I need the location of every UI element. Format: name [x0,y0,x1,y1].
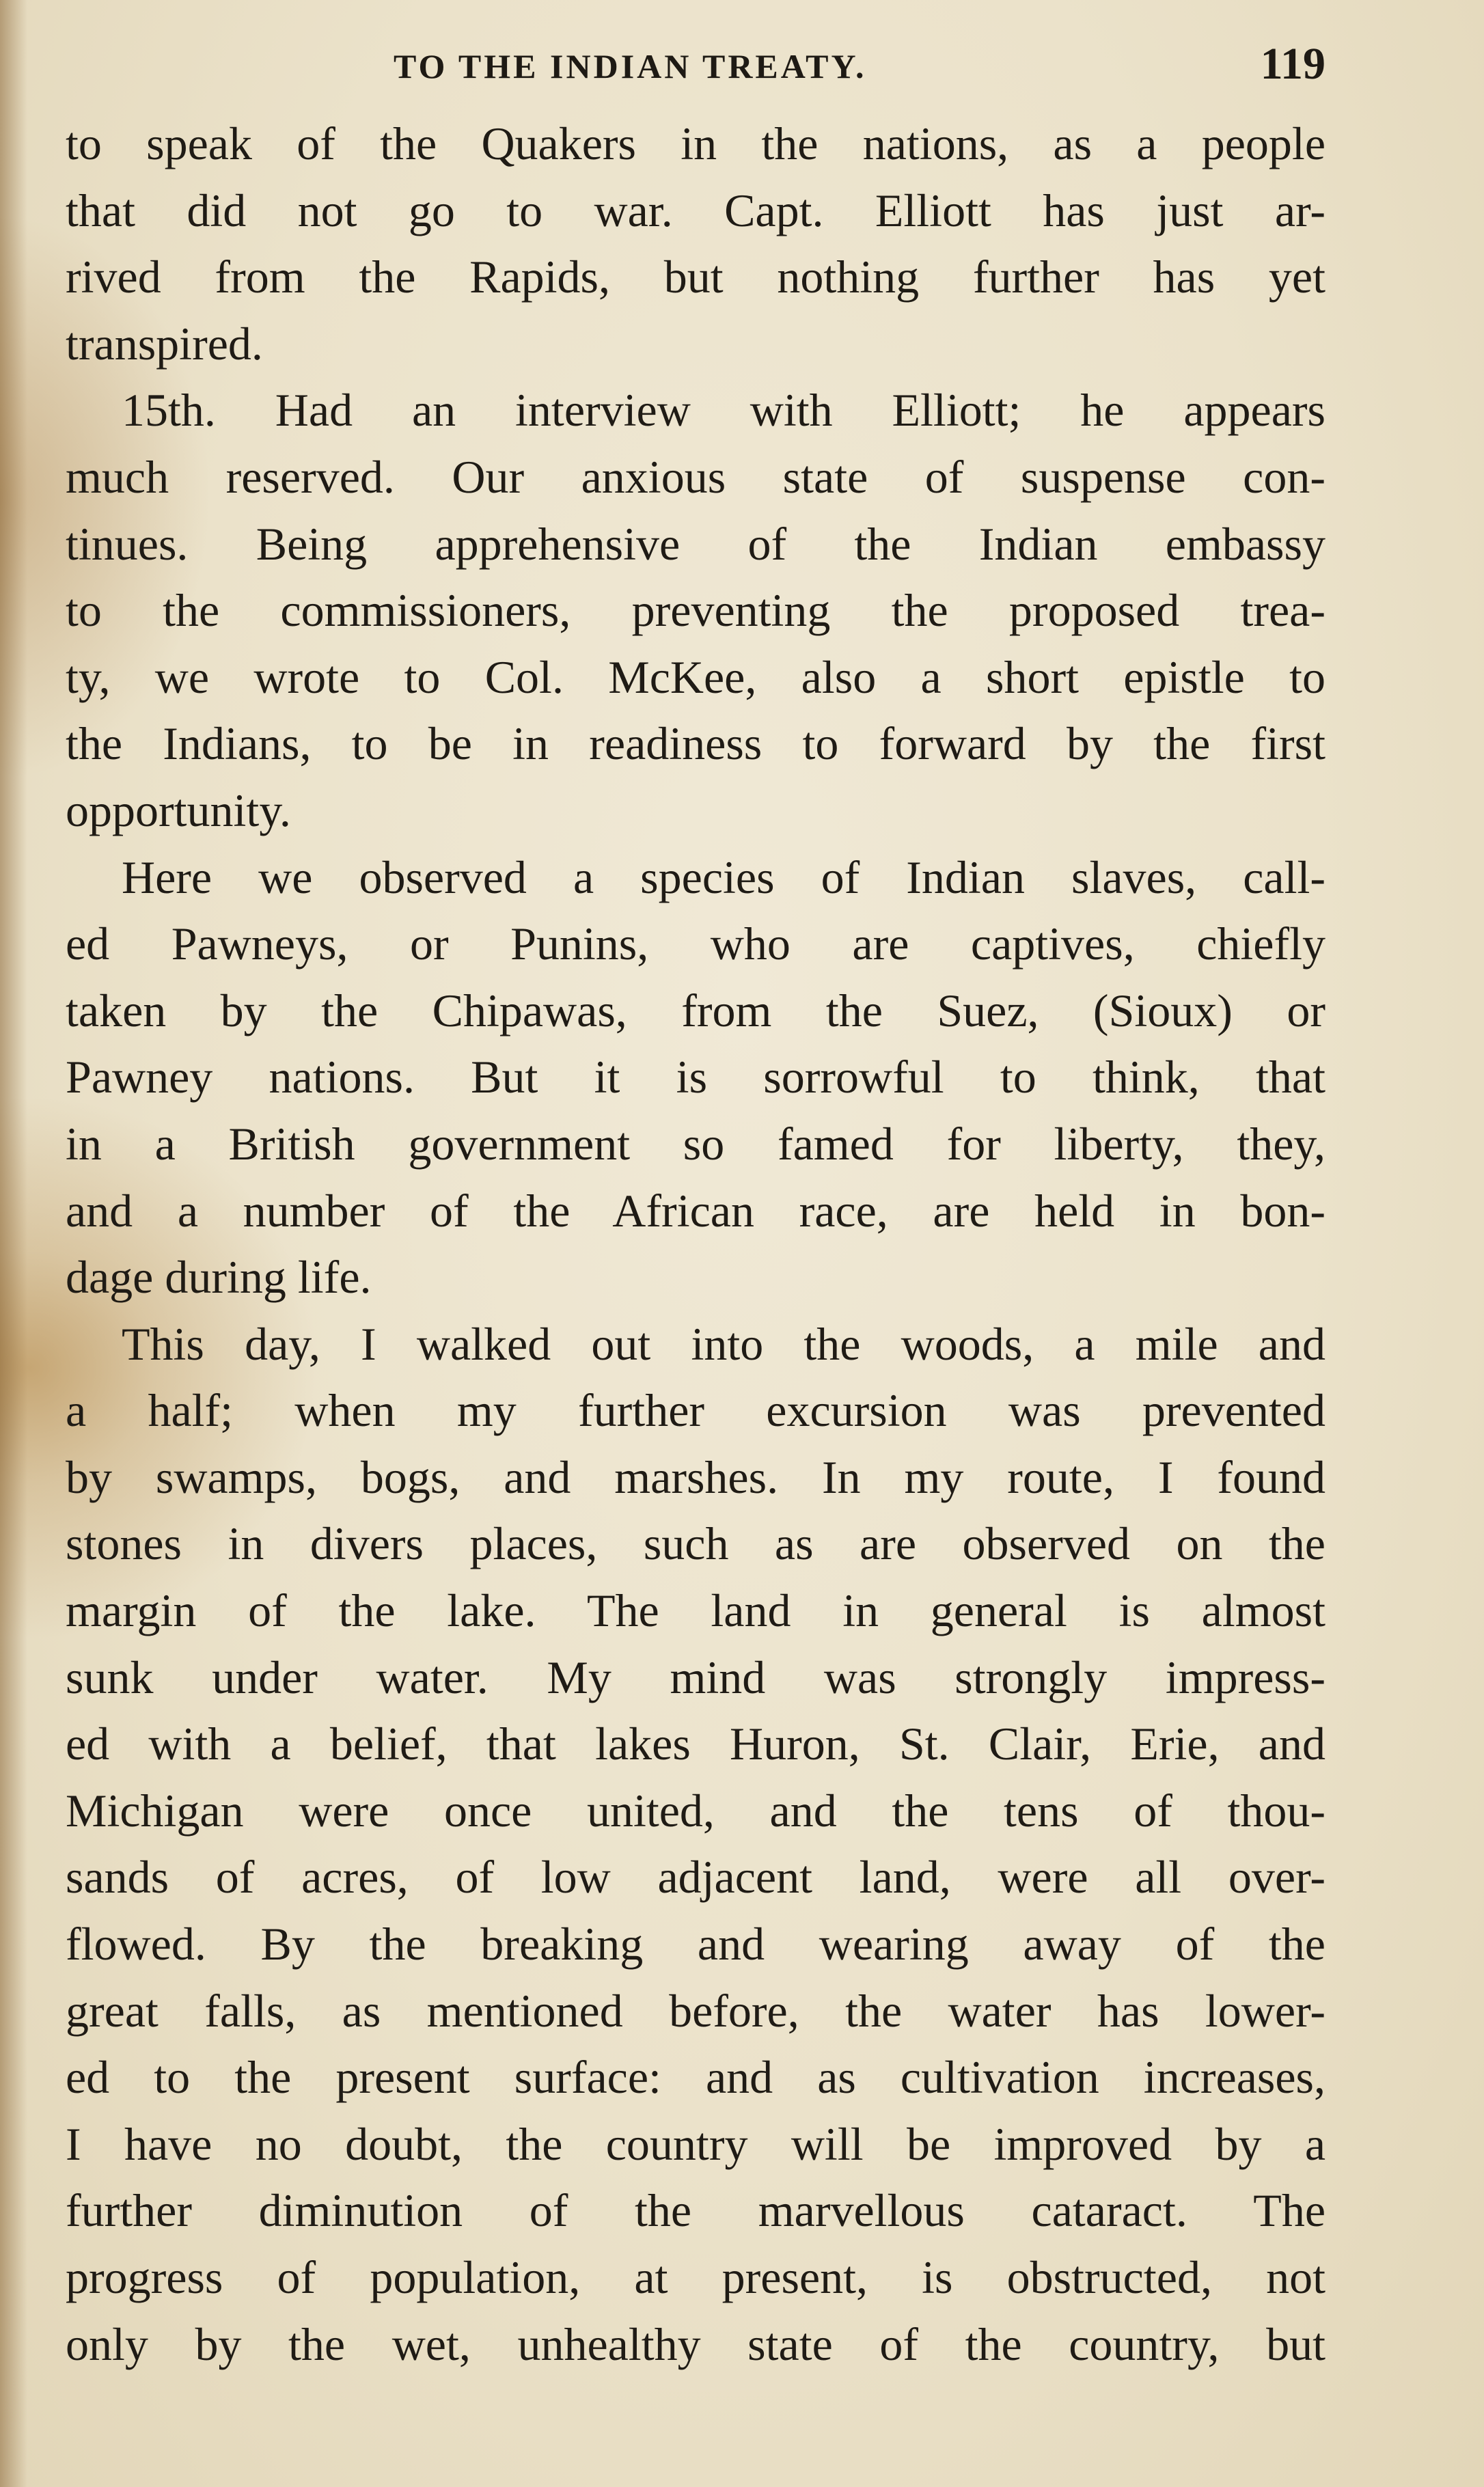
text-line: ed Pawneys, or Punins, who are captives, chiefly [66,918,1325,970]
page-header [66,27,1325,116]
text-line: Here we observed a species of Indian slaves, call- [122,851,1325,903]
text-line: I have no doubt, the country will be improved by a [66,2117,1325,2170]
text-line: sands of acres, of low adjacent land, were all over- [66,1851,1325,1904]
text-line: great falls, as mentioned before, the water has lower- [66,1984,1325,2037]
text-line: margin of the lake. The land in general is almost [66,1584,1325,1637]
text-line: and a number of the African race, are held in bon- [66,1184,1325,1237]
text-line: sunk under water. My mind was strongly impress- [66,1651,1325,1703]
text-line: taken by the Chipawas, from the Suez, (Sioux) or [66,984,1325,1036]
text-line: dage during life. [66,1251,372,1304]
text-line: Michigan were once united, and the tens of thou- [66,1784,1325,1837]
text-line: to speak of the Quakers in the nations, as a people [66,118,1325,169]
text-line: 15th. Had an interview with Elliott; he appears [122,384,1325,437]
text-line: progress of population, at present, is obstructed, not [66,2251,1325,2303]
text-line: stones in divers places, such as are observed on the [66,1517,1325,1570]
page-edge-stain [0,0,27,2487]
text-line: that did not go to war. Capt. Elliott has just ar- [66,184,1325,236]
text-line: to the commissioners, preventing the proposed trea- [66,584,1325,637]
text-line: transpired. [66,317,263,370]
text-line: ed with a belief, that lakes Huron, St. Clair, Erie, and [66,1718,1325,1770]
text-line: in a British government so famed for liberty, they, [66,1117,1325,1170]
text-line: opportunity. [66,784,291,836]
text-line: by swamps, bogs, and marshes. In my route, I found [66,1451,1325,1503]
text-line: further diminution of the marvellous cataract. The [66,2184,1325,2237]
page-number: 119 [1260,39,1325,89]
text-line: a half; when my further excursion was prevented [66,1384,1325,1437]
text-line: rived from the Rapids, but nothing further has yet [66,251,1325,303]
running-head: TO THE INDIAN TREATY. [394,47,867,85]
text-line: much reserved. Our anxious state of suspense con- [66,450,1325,503]
text-line: This day, I walked out into the woods, a mile and [122,1317,1325,1370]
text-line: flowed. By the breaking and wearing away of the [66,1918,1325,1970]
text-line: ed to the present surface: and as cultivation increases, [66,2051,1325,2104]
text-line: the Indians, to be in readiness to forward by the first [66,717,1325,770]
text-line: ty, we wrote to Col. McKee, also a short epistle to [66,650,1325,703]
text-line: only by the wet, unhealthy state of the country, but [66,2318,1325,2370]
text-line: tinues. Being apprehensive of the Indian embassy [66,517,1325,570]
text-line: Pawney nations. But it is sorrowful to think, that [66,1051,1325,1103]
body-text [66,111,1325,2378]
